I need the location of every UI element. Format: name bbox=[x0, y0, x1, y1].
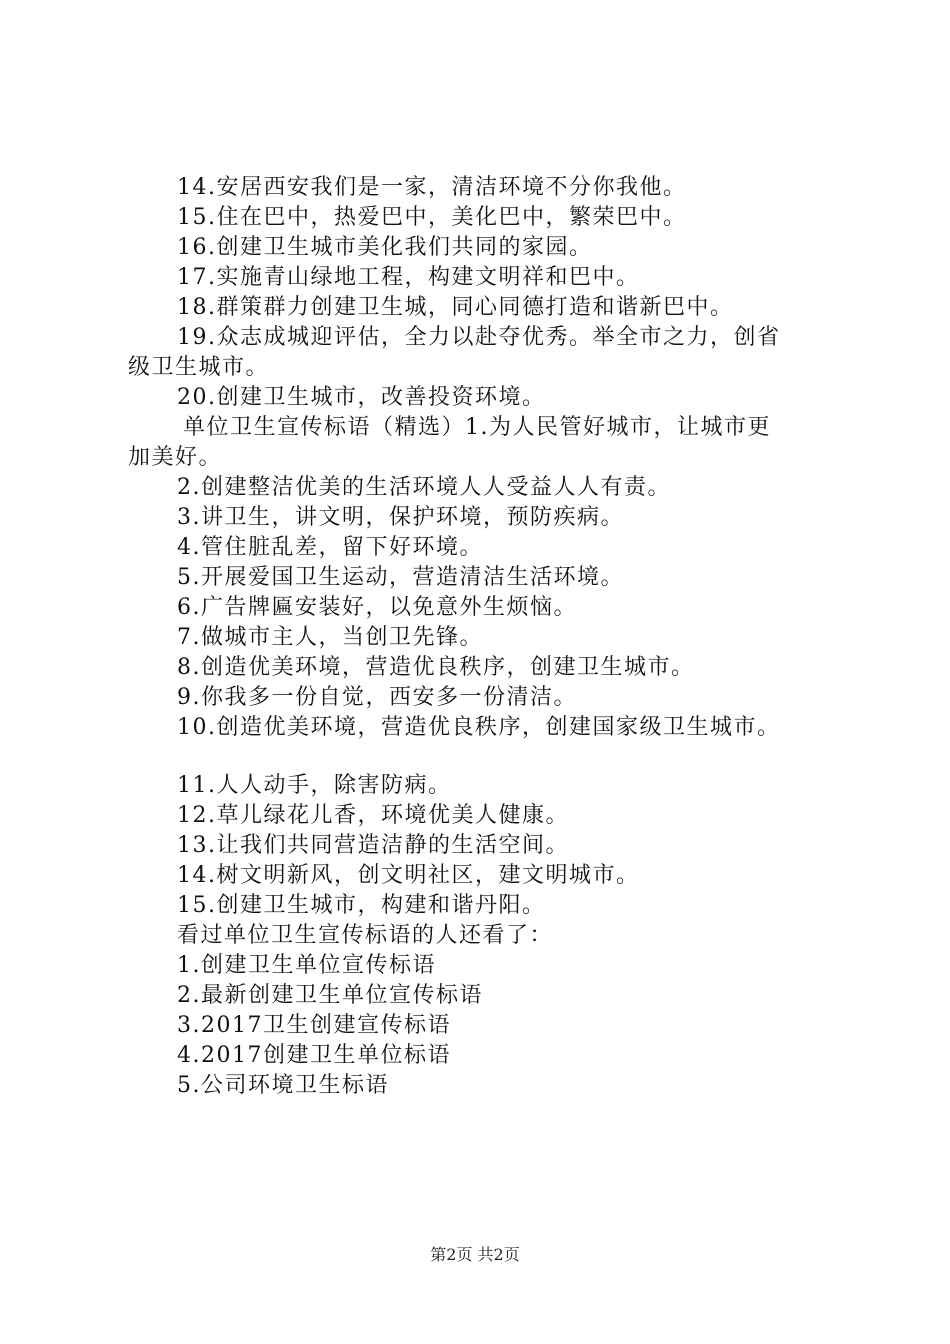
related-heading: 看过单位卫生宣传标语的人还看了： bbox=[177, 923, 554, 948]
related-link[interactable]: 3.2017卫生创建宣传标语 bbox=[177, 1013, 451, 1038]
slogan-line: 12.草儿绿花儿香，环境优美人健康。 bbox=[177, 803, 569, 828]
slogan-line: 18.群策群力创建卫生城，同心同德打造和谐新巴中。 bbox=[177, 295, 734, 320]
slogan-line: 9.你我多一份自觉，西安多一份清洁。 bbox=[177, 685, 577, 710]
slogan-line: 15.住在巴中，热爱巴中，美化巴中，繁荣巴中。 bbox=[177, 205, 687, 230]
slogan-line: 16.创建卫生城市美化我们共同的家园。 bbox=[177, 235, 593, 260]
related-link[interactable]: 4.2017创建卫生单位标语 bbox=[177, 1043, 451, 1068]
slogan-line: 15.创建卫生城市，构建和谐丹阳。 bbox=[177, 893, 546, 918]
slogan-line: 11.人人动手，除害防病。 bbox=[177, 773, 452, 798]
related-link[interactable]: 1.创建卫生单位宣传标语 bbox=[177, 953, 436, 978]
slogan-line: 8.创造优美环境，营造优良秩序，创建卫生城市。 bbox=[177, 655, 695, 680]
slogan-line: 6.广告牌匾安装好，以免意外生烦恼。 bbox=[177, 595, 577, 620]
related-link[interactable]: 2.最新创建卫生单位宣传标语 bbox=[177, 983, 483, 1008]
slogan-line: 7.做城市主人，当创卫先锋。 bbox=[177, 625, 483, 650]
slogan-line: 19.众志成城迎评估，全力以赴夺优秀。举全市之力，创省 bbox=[177, 325, 781, 350]
slogan-line: 20.创建卫生城市，改善投资环境。 bbox=[177, 385, 546, 410]
slogan-line: 2.创建整洁优美的生活环境人人受益人人有责。 bbox=[177, 475, 671, 500]
paragraph-gap bbox=[0, 743, 950, 771]
page-footer: 第2页 共2页 bbox=[430, 1245, 520, 1264]
section-heading-line: 单位卫生宣传标语（精选）1.为人民管好城市，让城市更 bbox=[183, 415, 771, 440]
slogan-line: 10.创造优美环境，营造优良秩序，创建国家级卫生城市。 bbox=[177, 715, 781, 740]
slogan-line: 14.树文明新风，创文明社区，建文明城市。 bbox=[177, 863, 640, 888]
related-link[interactable]: 5.公司环境卫生标语 bbox=[177, 1073, 389, 1098]
document-body bbox=[0, 173, 950, 1101]
slogan-line: 4.管住脏乱差，留下好环境。 bbox=[177, 535, 483, 560]
slogan-line-continuation: 级卫生城市。 bbox=[128, 355, 270, 380]
slogan-line-continuation: 加美好。 bbox=[128, 445, 223, 470]
slogan-line: 13.让我们共同营造洁静的生活空间。 bbox=[177, 833, 569, 858]
slogan-line: 3.讲卫生，讲文明，保护环境，预防疾病。 bbox=[177, 505, 624, 530]
slogan-line: 17.实施青山绿地工程，构建文明祥和巴中。 bbox=[177, 265, 640, 290]
slogan-line: 14.安居西安我们是一家，清洁环境不分你我他。 bbox=[177, 175, 687, 200]
slogan-line: 5.开展爱国卫生运动，营造清洁生活环境。 bbox=[177, 565, 624, 590]
